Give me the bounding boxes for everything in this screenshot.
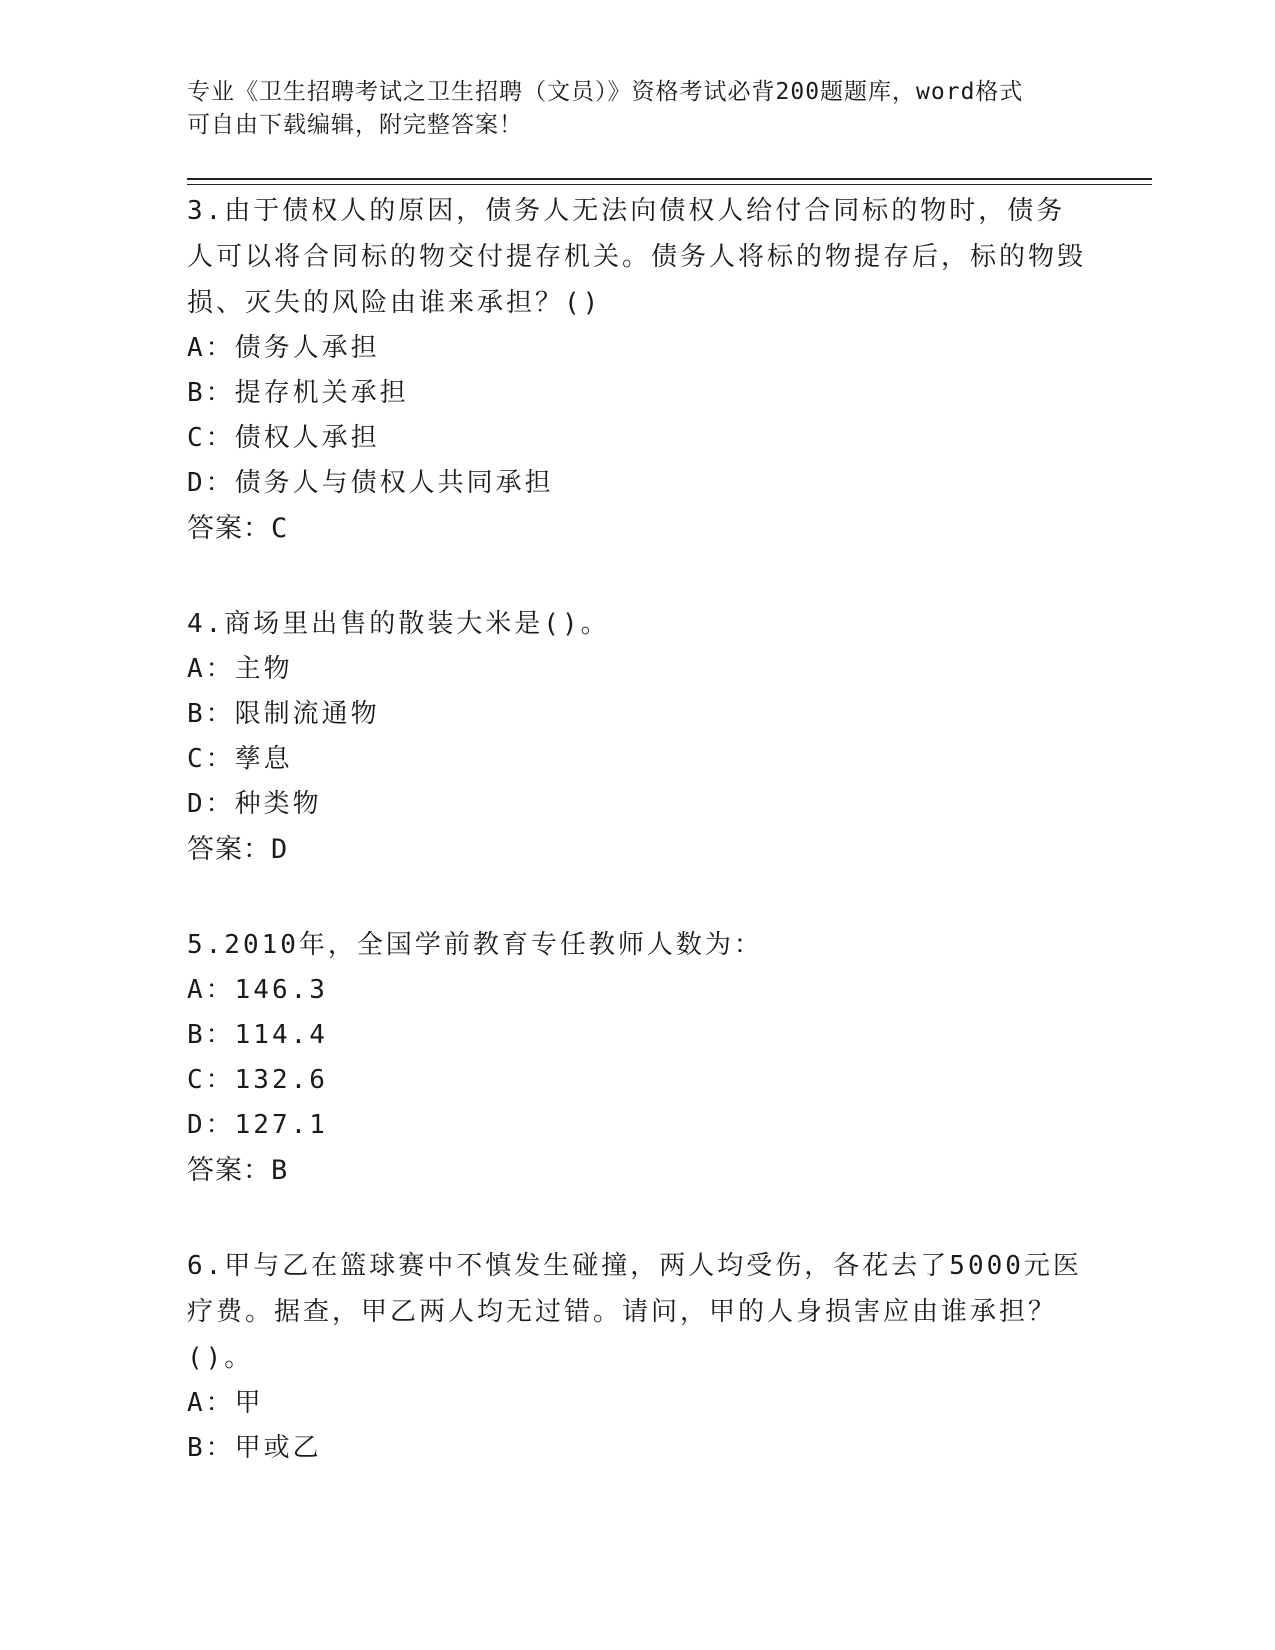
question-item — [187, 188, 1087, 552]
question-item — [187, 601, 1087, 873]
option-a: A：146.3 — [187, 975, 328, 1005]
header-title-line-2: 可自由下载编辑，附完整答案！ — [187, 112, 523, 138]
document-header — [187, 76, 1087, 142]
option-d: D：种类物 — [187, 789, 322, 819]
option-c: C：债权人承担 — [187, 423, 380, 453]
question-item — [187, 922, 1087, 1194]
answer-key: B — [271, 1155, 289, 1186]
question-stem: 5.2010年，全国学前教育专任教师人数为： — [187, 930, 763, 960]
question-stem: 4.商场里出售的散装大米是()。 — [187, 609, 610, 639]
answer-label: 答案： — [187, 513, 271, 544]
question-stem: 3.由于债权人的原因，债务人无法向债权人给付合同标的物时，债务人可以将合同标的物交付提存机关。债务人将标的物提存后，标的物毁损、灭失的风险由谁来承担？() — [187, 196, 1087, 318]
option-c: C：132.6 — [187, 1065, 328, 1095]
option-c: C：孳息 — [187, 744, 293, 774]
answer-line — [187, 827, 1087, 873]
option-b: B：限制流通物 — [187, 699, 380, 729]
question-item — [187, 1243, 1087, 1471]
header-title-line-1: 专业《卫生招聘考试之卫生招聘（文员）》资格考试必背200题题库，word格式 — [187, 79, 1024, 105]
option-d: D：127.1 — [187, 1110, 328, 1140]
answer-label: 答案： — [187, 834, 271, 865]
question-list — [187, 188, 1087, 1520]
option-a: A：债务人承担 — [187, 333, 380, 363]
answer-label: 答案： — [187, 1155, 271, 1186]
option-b: B：提存机关承担 — [187, 378, 409, 408]
option-b: B：甲或乙 — [187, 1433, 322, 1463]
option-d: D：债务人与债权人共同承担 — [187, 468, 554, 498]
option-b: B：114.4 — [187, 1020, 328, 1050]
question-stem: 6.甲与乙在篮球赛中不慎发生碰撞，两人均受伤，各花去了5000元医疗费。据查，甲乙两人均无过错。请问，甲的人身损害应由谁承担？()。 — [187, 1251, 1082, 1373]
answer-line — [187, 1148, 1087, 1194]
header-divider-thin — [187, 184, 1152, 185]
option-a: A：主物 — [187, 654, 293, 684]
answer-line — [187, 506, 1087, 552]
answer-key: C — [271, 513, 289, 544]
header-divider-thick — [187, 178, 1152, 180]
answer-key: D — [271, 834, 289, 865]
option-a: A：甲 — [187, 1388, 264, 1418]
